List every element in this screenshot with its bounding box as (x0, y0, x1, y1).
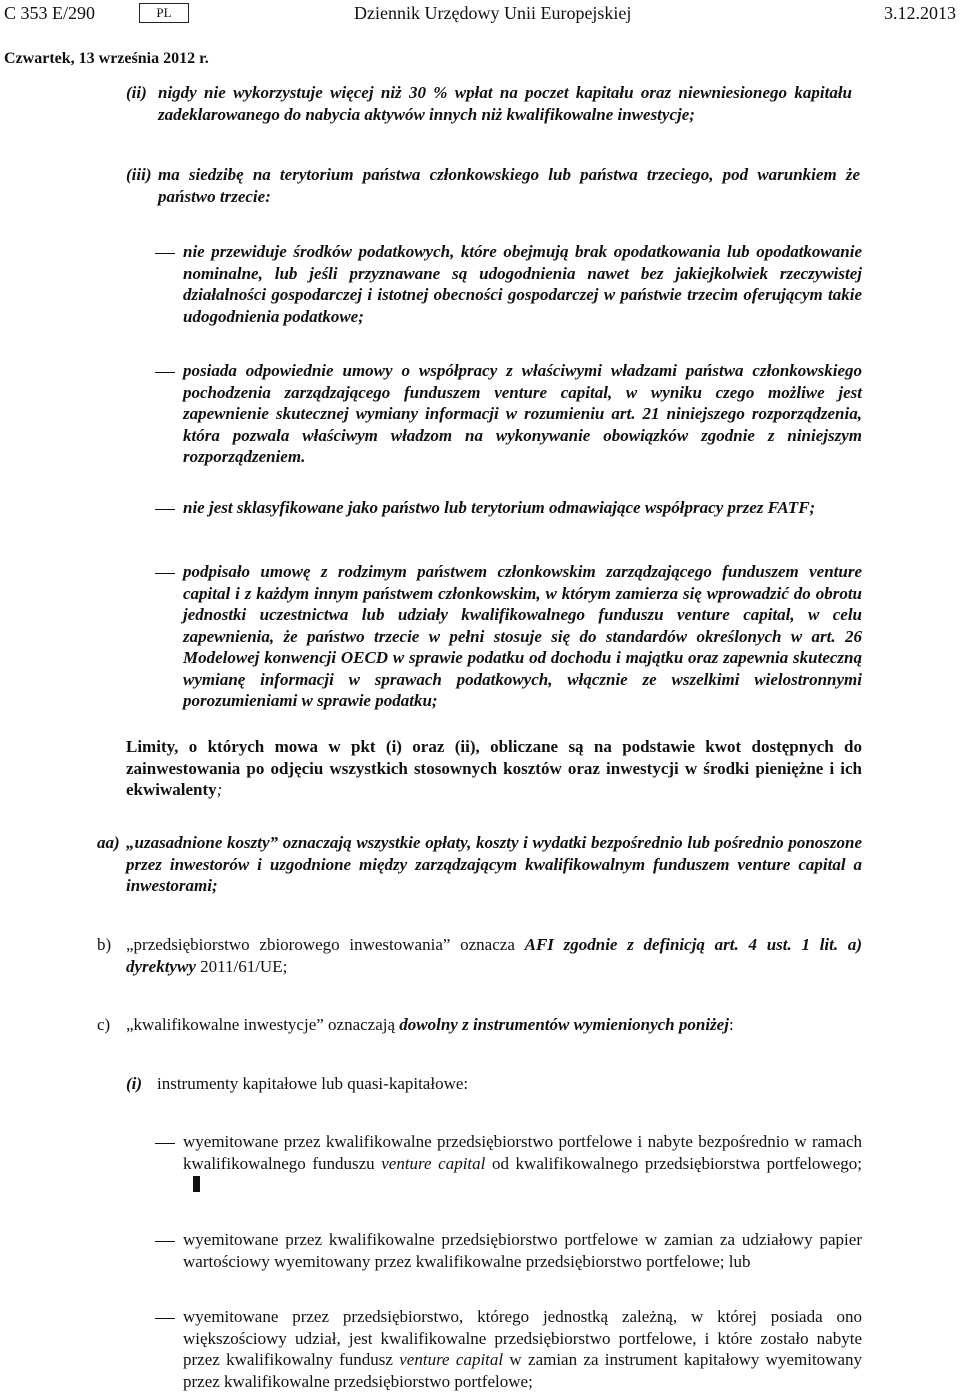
definition-b-tail: ; (282, 956, 288, 976)
point-iii-indent-1: nie przewiduje środków podatkowych, które obejmują brak opodatkowania lub opodatkowanie nominalne, lub jeśli przyznawane są udogodnienia nawet bez jakiejkolwiek rzeczywistej działalności gospodarczej i istotnej obecności gospodarczej w państwie trzecim oferującym takie udogodnienia podatkowe; (183, 242, 862, 326)
limits-tail: ; (216, 780, 223, 799)
point-c-i-text: instrumenty kapitałowe lub quasi-kapitałowe: (157, 1074, 469, 1093)
dash-marker (155, 253, 175, 254)
definition-b (97, 934, 862, 977)
definition-b-body (97, 934, 862, 977)
change-bar (193, 1176, 200, 1192)
indent-3-tail: w zamian za instrument kapitałowy wyemitowany przez kwalifikowalne przedsiębiorstwo portfelowe; (183, 1350, 862, 1391)
point-c-i (126, 1073, 862, 1095)
definition-c-amendment: dowolny z instrumentów wymienionych poniżej (399, 1015, 729, 1034)
sitting-date: Czwartek, 13 września 2012 r. (4, 50, 209, 67)
point-iii-indent-4: podpisało umowę z rodzimym państwem członkowskim zarządzającego funduszem venture capital i z każdym innym państwem członkowskim, w którym zamierza się wprowadzić do obrotu jednostki uczestnictwa lub udziały kwalifikowalnego funduszu venture capital, w celu zapewnienia, że państwo trzecie w pełni stosuje się do standardów określonych w art. 26 Modelowej konwencji OECD w sprawie podatku od dochodu i majątku oraz zapewnia skuteczną wymianę informacji w sprawach podatkowych, włącznie ze wszelkimi wielostronnymi porozumieniami w sprawie podatku; (183, 562, 862, 710)
dash-marker (155, 1143, 175, 1144)
point-iii-indent-2: posiada odpowiednie umowy o współpracy z właściwymi władzami państwa członkowskiego pochodzenia zarządzającego funduszem venture capital, w wyniku czego możliwe jest zapewnienie skutecznej wymiany informacji w rozumieniu art. 21 niniejszego rozporządzenia, która pozwala właściwym władzom na wykonywanie obowiązków zgodnie z niniejszym rozporządzeniem. (183, 361, 862, 466)
point-ii (126, 82, 852, 125)
definition-aa (97, 832, 862, 897)
dash-marker (155, 573, 175, 574)
point-iii-indent-3: nie jest sklasyfikowane jako państwo lub terytorium odmawiające współpracy przez FATF; (183, 498, 816, 517)
point-ii-marker: (ii) (126, 83, 147, 102)
definition-aa-marker: aa) (97, 833, 120, 852)
definition-b-amendment: AFI zgodnie z definicją art. 4 ust. 1 lit. a) dyrektywy (126, 935, 863, 976)
dash-marker (155, 509, 175, 510)
point-iii-text: ma siedzibę na terytorium państwa członkowskiego lub państwa trzeciego, pod warunkiem że państwo trzecie: (158, 165, 860, 206)
point-iii (126, 164, 860, 207)
indent-3-italic: venture capital (399, 1350, 504, 1369)
point-ii-text: nigdy nie wykorzystuje więcej niż 30 % wpłat na poczet kapitału oraz niewniesionego kapitału zadeklarowanego do nabycia aktywów innych niż kwalifikowalne inwestycje; (158, 83, 852, 124)
indent-1-italic: venture capital (381, 1153, 486, 1173)
definition-b-text: „przedsiębiorstwo zbiorowego inwestowania” oznacza (126, 935, 525, 954)
definition-b-directive: 2011/61/UE (195, 956, 283, 976)
dash-marker (155, 1318, 175, 1319)
journal-title: Dziennik Urzędowy Unii Europejskiej (354, 3, 632, 23)
definition-c-marker: c) (97, 1015, 111, 1034)
definition-c (97, 1014, 862, 1036)
point-c-i-indent-1 (183, 1131, 862, 1196)
limits-text: Limity, o których mowa w pkt (i) oraz (ii), obliczane są na podstawie kwot dostępnych do zainwestowania po odjęciu wszystkich stosownych kosztów oraz inwestycji w środki pieniężne i ich ekwiwalenty (126, 737, 862, 799)
point-iii-marker: (iii) (126, 165, 152, 184)
language-badge: PL (139, 3, 189, 23)
journal-header (4, 3, 956, 27)
indent-1-text: wyemitowane przez kwalifikowalne przedsiębiorstwo portfelowe i nabyte bezpośrednio w ramach kwalifikowalnego funduszu (183, 1132, 862, 1173)
limits-paragraph (126, 736, 862, 801)
publication-date: 3.12.2013 (884, 3, 956, 23)
definition-c-body (97, 1014, 862, 1036)
point-c-i-marker: (i) (126, 1074, 143, 1093)
journal-reference: C 353 E/290 (4, 3, 96, 23)
point-c-i-indent-3 (183, 1306, 862, 1392)
indent-1-tail: od kwalifikowalnego przedsiębiorstwa portfelowego; (485, 1153, 862, 1173)
indent-3-text: wyemitowane przez przedsiębiorstwo, którego jednostką zależną, w której posiada ono większościowy udział, jest kwalifikowalne przedsiębiorstwo portfelowe, i które zostało nabyte przez kwalifikowalny fundusz (183, 1307, 862, 1369)
definition-c-text: „kwalifikowalne inwestycje” oznaczają (126, 1015, 400, 1034)
point-c-i-indent-2: wyemitowane przez kwalifikowalne przedsiębiorstwo portfelowe w zamian za udziałowy papier wartościowy wyemitowany przez kwalifikowalne przedsiębiorstwo portfelowe; lub (183, 1230, 862, 1271)
definition-aa-text: „uzasadnione koszty” oznaczają wszystkie opłaty, koszty i wydatki bezpośrednio lub pośrednio ponoszone przez inwestorów i uzgodnione między zarządzającym kwalifikowalnym funduszem venture capital a inwestorami; (126, 833, 862, 895)
definition-b-marker: b) (97, 935, 112, 954)
dash-marker (155, 372, 175, 373)
definition-c-tail: : (728, 1015, 734, 1034)
dash-marker (155, 1241, 175, 1242)
